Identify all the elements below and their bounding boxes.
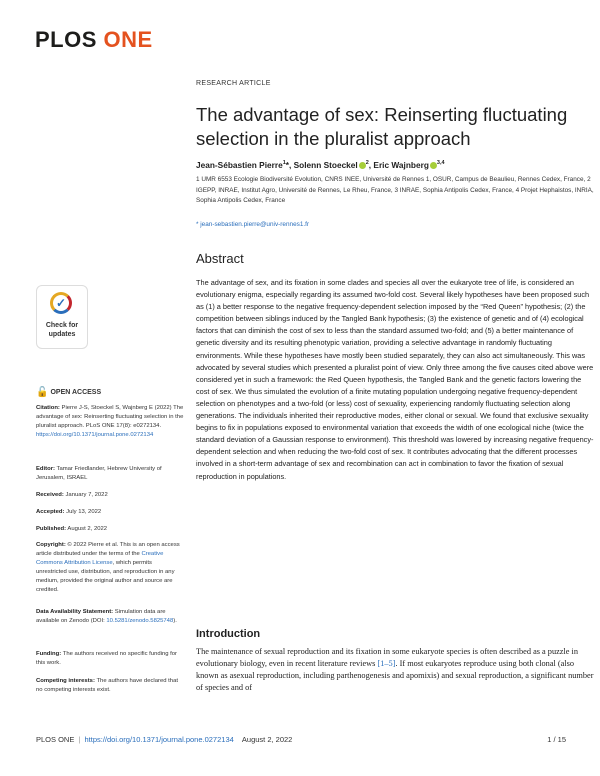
abstract-heading: Abstract bbox=[196, 251, 244, 266]
funding-block bbox=[36, 650, 184, 668]
footer-journal: PLOS ONE bbox=[36, 735, 75, 744]
introduction-heading: Introduction bbox=[196, 628, 261, 640]
editor-label: Editor: bbox=[36, 466, 55, 472]
accepted-label: Accepted: bbox=[36, 509, 65, 515]
corresponding-mark: * bbox=[285, 160, 289, 170]
competing-interests-text: The authors have declared that no competing interests exist. bbox=[36, 678, 178, 693]
author-name: Solenn Stoeckel bbox=[293, 160, 358, 170]
author-affil-sup: 2 bbox=[365, 160, 369, 167]
page-number: 1 / 15 bbox=[547, 735, 566, 744]
license-link[interactable]: Creative Commons Attribution License bbox=[36, 551, 164, 566]
journal-logo bbox=[35, 27, 153, 53]
zenodo-link[interactable]: 10.5281/zenodo.5825748 bbox=[106, 618, 174, 624]
footer-left bbox=[36, 735, 292, 744]
editor-block bbox=[36, 465, 184, 483]
data-availability-block bbox=[36, 608, 184, 626]
published-block bbox=[36, 525, 184, 534]
open-access-label: OPEN ACCESS bbox=[50, 389, 102, 396]
funding-label: Funding: bbox=[36, 651, 62, 657]
bookmark-icon: ✓ bbox=[56, 296, 67, 310]
logo-one: ONE bbox=[103, 27, 153, 52]
funding-text: The authors received no specific funding for this work. bbox=[36, 651, 178, 666]
citation-doi-link[interactable]: https://doi.org/10.1371/journal.pone.0272134 bbox=[36, 432, 154, 438]
footer-separator: | bbox=[78, 735, 81, 744]
reference-link[interactable]: [1–5] bbox=[377, 659, 396, 668]
received-label: Received: bbox=[36, 492, 64, 498]
article-title: The advantage of sex: Reinserting fluctuating selection in the pluralist approach bbox=[196, 104, 568, 149]
competing-interests-block bbox=[36, 677, 184, 695]
author-affil-sup: 3,4 bbox=[436, 160, 445, 167]
abstract-text: The advantage of sex, and its fixation in some clades and species all over the eukaryote tree of life, is considered an evolutionary enigma, especially regarding its assumed two-fold cost. Several likely hypotheses have been proposed such as (1) a better response to the negative frequency-dependent selection imposed by the “Red Queen” hypothesis; (2) the competition between siblings induced by the Tangled Bank hypothesis; (3) the existence of genetic and of (4) ecological factors that can diminish the cost of sex to less than the standard assumed two-fold; and (5) a better maintenance of genetic diversity and its resulting phenotypic variation, providing a selective advantage in randomly fluctuating environments. While these hypotheses have mostly been studied separately, they can also act simultaneously. This was advocated by several studies which presented a pluralist point of view. Only three among the five causes cited above were considered yet in such a framework: the Red Queen hypothesis, the Tangled Bank and the genetic factors lowering the cost of sex. We thus simulated the evolution of a finite mutating population undergoing negative frequency-dependent selection on phenotypes and a two-fold (or less) cost of sexuality, experiencing randomly fluctuating selection along generations. The individuals inherited their reproductive modes, either clonal or sexual. We found that exclusive sexuality begins to fix in populations exposed to environmental variation that exceeds the width of one ecological niche (twice the standard deviation of a Gaussian response to environment). This threshold was lowered by increasing negative frequency-dependent selection and when reducing the two-fold cost of sex. It contributes advocating that the different processes involved in a short-term advantage of sex and recombination can act in combination to favor the fixation of sexual reproduction in populations. bbox=[196, 278, 594, 481]
data-availability-label: Data Availability Statement: bbox=[36, 609, 114, 615]
accepted-date: July 13, 2022 bbox=[66, 509, 102, 515]
author-separator: , bbox=[289, 160, 294, 170]
copyright-block bbox=[36, 541, 184, 595]
accepted-block bbox=[36, 508, 184, 517]
data-availability-text-2: ). bbox=[173, 618, 177, 624]
check-for-updates-button[interactable] bbox=[36, 285, 88, 349]
data-availability-text: Simulation data are available on Zenodo (DOI: bbox=[36, 609, 166, 624]
received-block bbox=[36, 491, 184, 500]
competing-interests-label: Competing interests: bbox=[36, 678, 95, 684]
orcid-icon[interactable] bbox=[430, 162, 437, 169]
author-name: Jean-Sébastien Pierre bbox=[196, 160, 283, 170]
author-list bbox=[196, 160, 445, 170]
check-updates-line1: Check for bbox=[45, 322, 79, 329]
published-label: Published: bbox=[36, 526, 67, 532]
check-updates-label bbox=[37, 321, 87, 339]
corresponding-email[interactable]: * jean-sebastien.pierre@univ-rennes1.fr bbox=[196, 221, 310, 228]
copyright-label: Copyright: bbox=[36, 542, 66, 548]
editor-text: Tamar Friedlander, Hebrew University of Jerusalem, ISRAEL bbox=[36, 466, 162, 481]
copyright-text: © 2022 Pierre et al. This is an open access article distributed under the terms of the bbox=[36, 542, 180, 557]
intro-text-part1: The maintenance of sexual reproduction and its fixation in some eukaryote species is often described as a puzzle in evolutionary biology, even in recent literature reviews bbox=[196, 647, 578, 668]
received-date: January 7, 2022 bbox=[65, 492, 108, 498]
author-separator: , bbox=[368, 160, 374, 170]
citation-block bbox=[36, 404, 184, 440]
check-updates-line2: updates bbox=[48, 331, 76, 338]
orcid-icon[interactable] bbox=[359, 162, 366, 169]
logo-plos: PLOS bbox=[35, 27, 97, 52]
copyright-text-2: , which permits unrestricted use, distribution, and reproduction in any medium, provided the original author and source are credited. bbox=[36, 560, 175, 593]
footer-doi-link[interactable]: https://doi.org/10.1371/journal.pone.0272134 bbox=[84, 735, 234, 744]
citation-text: Pierre J-S, Stoeckel S, Wajnberg E (2022) The advantage of sex: Reinserting fluctuating selection in the pluralist approach. PLoS ONE 17(8): e0272134. bbox=[36, 405, 184, 429]
footer-date: August 2, 2022 bbox=[241, 735, 293, 744]
open-lock-icon: 🔓 bbox=[36, 387, 49, 398]
introduction-text bbox=[196, 646, 598, 694]
published-date: August 2, 2022 bbox=[67, 526, 108, 532]
author-affil-sup: 1 bbox=[282, 160, 286, 167]
citation-label: Citation: bbox=[36, 405, 60, 411]
article-type: RESEARCH ARTICLE bbox=[196, 80, 271, 87]
author-name: Eric Wajnberg bbox=[373, 160, 429, 170]
open-access-badge bbox=[36, 387, 101, 398]
affiliations: 1 UMR 6553 Ecologie Biodiversité Evolution, CNRS INEE, Université de Rennes 1, OSUR, Campus de Beaulieu, Rennes Cedex, France, 2 IGEPP, INRAE, Institut Agro, Université de Rennes, Le Rheu, France, 3 INRAE, Sophia Antipolis Cedex, France, 4 Projet Hephaistos, INRIA, Sophia Antipolis Cedex, France bbox=[196, 176, 594, 204]
intro-text-part2: . If most eukaryotes reproduce using both clonal (also known as asexual reproduction, including parthenogenesis and apomixis) and sexual reproduction, a significant number of species and of bbox=[196, 659, 594, 692]
